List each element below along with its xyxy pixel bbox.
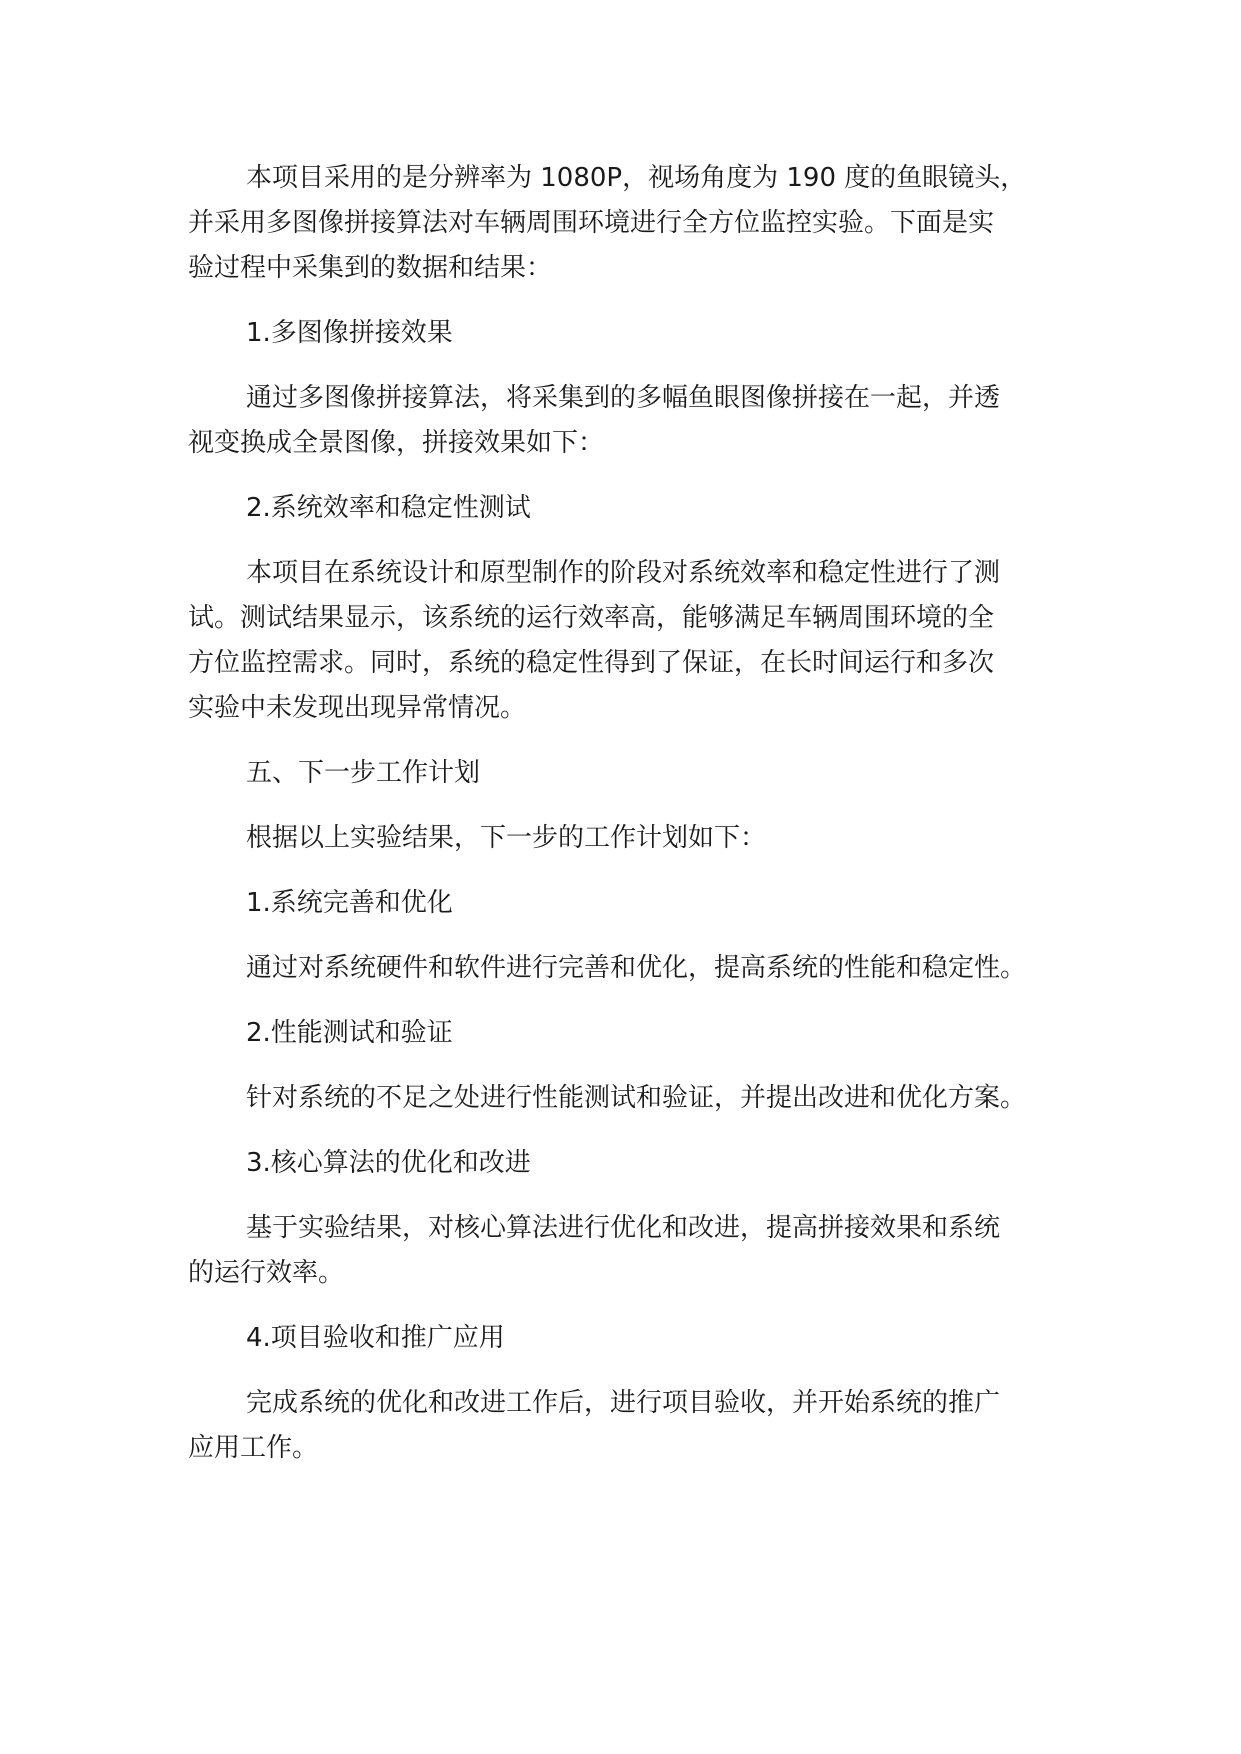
text-line: 通过多图像拼接算法，将采集到的多幅鱼眼图像拼接在一起，并透 xyxy=(246,383,1001,413)
paragraph-algorithm xyxy=(188,1206,1088,1296)
text-line: 应用工作。 xyxy=(188,1433,319,1463)
section-heading-algorithm: 3.核心算法的优化和改进 xyxy=(246,1148,531,1178)
section-heading-efficiency: 2.系统效率和稳定性测试 xyxy=(246,493,531,523)
paragraph-optimization: 通过对系统硬件和软件进行完善和优化，提高系统的性能和稳定性。 xyxy=(246,953,1027,983)
text-line: 验过程中采集到的数据和结果： xyxy=(188,253,553,283)
text-line: 视变换成全景图像，拼接效果如下： xyxy=(188,428,605,458)
paragraph-plan-intro: 根据以上实验结果，下一步的工作计划如下： xyxy=(246,823,767,853)
text-line: 本项目采用的是分辨率为 1080P，视场角度为 190 度的鱼眼镜头， xyxy=(246,163,1027,193)
section-heading-testing: 2.性能测试和验证 xyxy=(246,1018,453,1048)
paragraph-intro xyxy=(188,156,1088,291)
text-line: 的运行效率。 xyxy=(188,1258,345,1288)
text-line: 实验中未发现出现异常情况。 xyxy=(188,693,527,723)
paragraph-testing: 针对系统的不足之处进行性能测试和验证，并提出改进和优化方案。 xyxy=(246,1083,1027,1113)
section-heading-next-plan: 五、下一步工作计划 xyxy=(246,758,481,788)
paragraph-acceptance xyxy=(188,1381,1088,1471)
text-line: 并采用多图像拼接算法对车辆周围环境进行全方位监控实验。下面是实 xyxy=(188,208,995,238)
text-line: 基于实验结果，对核心算法进行优化和改进，提高拼接效果和系统 xyxy=(246,1213,1001,1243)
section-heading-stitching: 1.多图像拼接效果 xyxy=(246,318,453,348)
text-line: 完成系统的优化和改进工作后，进行项目验收，并开始系统的推广 xyxy=(246,1388,1001,1418)
text-line: 试。测试结果显示，该系统的运行效率高，能够满足车辆周围环境的全 xyxy=(188,603,995,633)
text-line: 本项目在系统设计和原型制作的阶段对系统效率和稳定性进行了测 xyxy=(246,558,1001,588)
section-heading-optimization: 1.系统完善和优化 xyxy=(246,888,453,918)
document-body xyxy=(188,156,1088,1491)
section-heading-acceptance: 4.项目验收和推广应用 xyxy=(246,1323,505,1353)
paragraph-efficiency xyxy=(188,551,1088,731)
text-line: 方位监控需求。同时，系统的稳定性得到了保证，在长时间运行和多次 xyxy=(188,648,995,678)
paragraph-stitching xyxy=(188,376,1088,466)
